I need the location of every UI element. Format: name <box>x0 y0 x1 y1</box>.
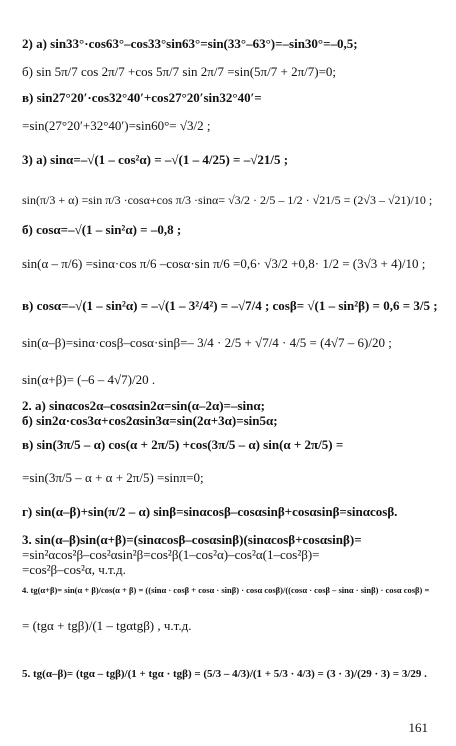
solution-line-3a-sum: sin(π/3 + α) =sin π/3 ·cosα+cos π/3 ·sinα= √3/2 · 2/5 – 1/2 · √21/5 = (2√3 – √21)/10 ; <box>22 193 433 207</box>
solution-line-2-v-cont: =sin(3π/5 – α + α + 2π/5) =sinπ=0; <box>22 470 204 485</box>
solution-line-2v: в) sin27°20′·cos32°40′+cos27°20′sin32°40′= <box>22 90 262 105</box>
solution-line-2-a: 2. а) sinαcos2α–cosαsin2α=sin(α–2α)=–sinα; <box>22 398 265 413</box>
solution-line-3b: б) cosα=–√(1 – sin²α) = –0,8 ; <box>22 222 182 237</box>
solution-line-2b: б) sin 5π/7 cos 2π/7 +cos 5π/7 sin 2π/7 =sin(5π/7 + 2π/7)=0; <box>22 64 337 79</box>
solution-line-2-b: б) sin2α·cos3α+cos2αsin3α=sin(2α+3α)=sin5α; <box>22 413 278 428</box>
page-number: 161 <box>408 720 428 735</box>
solution-line-4: 4. tg(α+β)= sin(α + β)/cos(α + β) = ((sinα · cosβ + cosα · sinβ) · cosα cosβ)/((cosα · cosβ – sinα · sinβ) · cosα cosβ) = <box>22 585 430 595</box>
solution-line-4-cont: = (tgα + tgβ)/(1 – tgαtgβ) , ч.т.д. <box>22 618 192 633</box>
solution-line-3v-sum: sin(α+β)= (–6 – 4√7)/20 . <box>22 372 156 387</box>
solution-line-3-cont2: =cos²β–cos²α, ч.т.д. <box>22 562 126 577</box>
solution-line-3-cont1: =sin²αcos²β–cos²αsin²β=cos²β(1–cos²α)–cos²α(1–cos²β)= <box>22 547 320 562</box>
solution-line-3b-diff: sin(α – π/6) =sinα·cos π/6 –cosα·sin π/6 =0,6· √3/2 +0,8· 1/2 = (3√3 + 4)/10 ; <box>22 256 426 271</box>
solution-line-2-g: г) sin(α–β)+sin(π/2 – α) sinβ=sinαcosβ–cosαsinβ+cosαsinβ=sinαcosβ. <box>22 504 398 519</box>
solution-line-2v-cont: =sin(27°20′+32°40′)=sin60°= √3/2 ; <box>22 118 211 133</box>
solution-line-3v-diff: sin(α–β)=sinα·cosβ–cosα·sinβ=– 3/4 · 2/5 + √7/4 · 4/5 = (4√7 – 6)/20 ; <box>22 335 392 350</box>
solution-line-2a: 2) а) sin33°·cos63°–cos33°sin63°=sin(33°–63°)=–sin30°=–0,5; <box>22 36 358 51</box>
solution-line-5: 5. tg(α–β)= (tgα – tgβ)/(1 + tgα · tgβ) = (5/3 – 4/3)/(1 + 5/3 · 4/3) = (3 · 3)/(29 · 3) = 3/29 . <box>22 668 427 680</box>
solution-line-3: 3. sin(α–β)sin(α+β)=(sinαcosβ–cosαsinβ)(sinαcosβ+cosαsinβ)= <box>22 532 362 547</box>
solution-line-2-v: в) sin(3π/5 – α) cos(α + 2π/5) +cos(3π/5 – α) sin(α + 2π/5) = <box>22 437 344 452</box>
solution-line-3a: 3) а) sinα=–√(1 – cos²α) = –√(1 – 4/25) = –√21/5 ; <box>22 152 289 167</box>
solution-line-3v: в) cosα=–√(1 – sin²α) = –√(1 – 3²/4²) = –√7/4 ; cosβ= √(1 – sin²β) = 0,6 = 3/5 ; <box>22 298 438 313</box>
